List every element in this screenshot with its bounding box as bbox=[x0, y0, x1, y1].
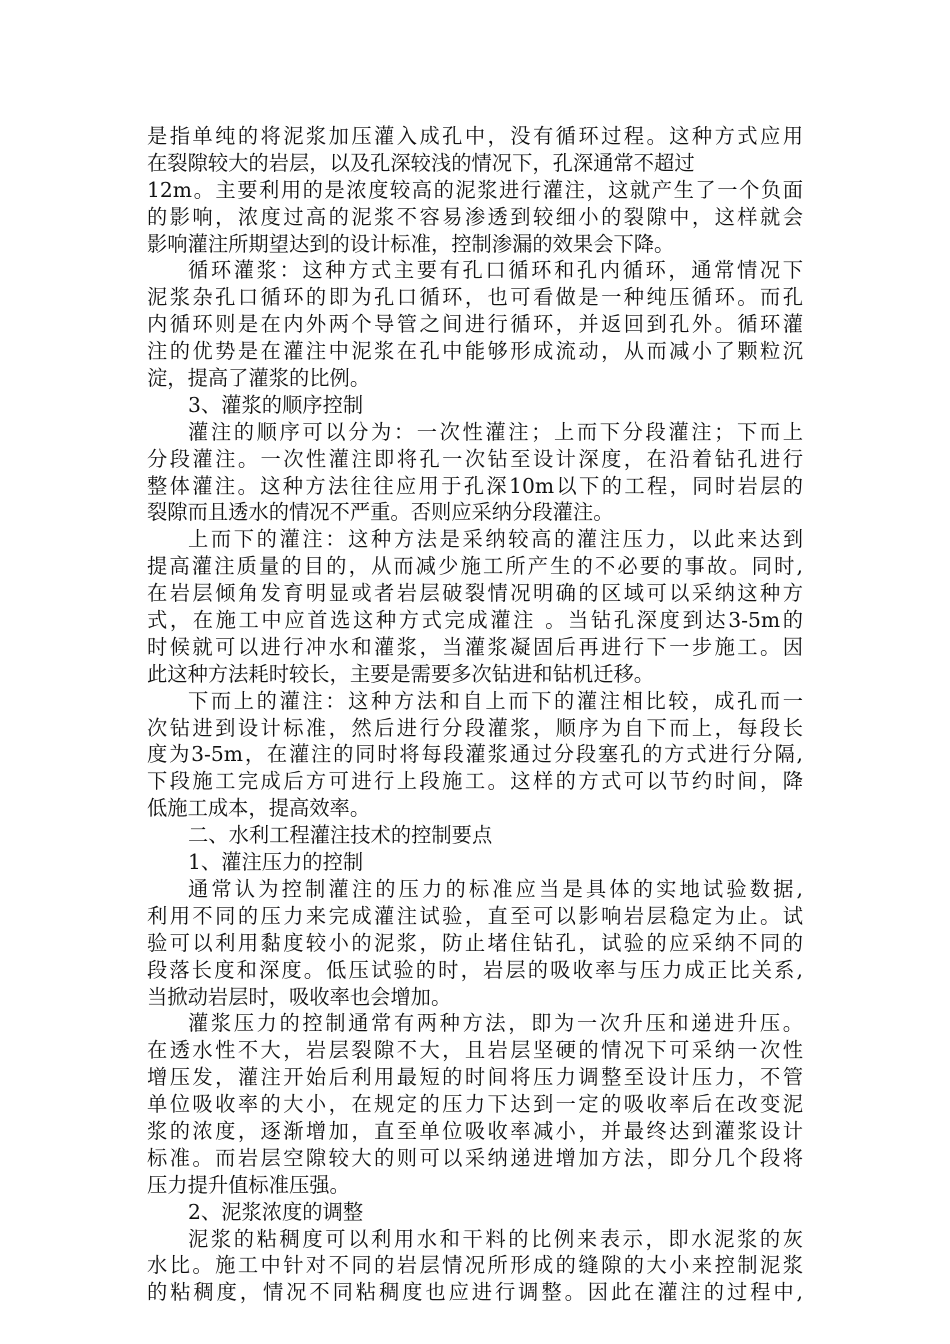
text-line: 淀，提高了灌浆的比例。 bbox=[147, 366, 371, 391]
text-line: 标准。而岩层空隙较大的则可以采纳递进增加方法，即分几个段将 bbox=[147, 1145, 803, 1170]
text-line: 泥浆杂孔口循环的即为孔口循环，也可看做是一种纯压循环。而孔 bbox=[147, 285, 803, 310]
text-line: 利用不同的压力来完成灌注试验，直至可以影响岩层稳定为止。试 bbox=[147, 903, 803, 928]
text-line: 灌浆压力的控制通常有两种方法，即为一次升压和递进升压。 bbox=[188, 1011, 803, 1036]
text-line: 单位吸收率的大小，在规定的压力下达到一定的吸收率后在改变泥 bbox=[147, 1092, 803, 1117]
text-line: 泥浆的粘稠度可以利用水和干料的比例来表示，即水泥浆的灰 bbox=[188, 1226, 803, 1251]
text-line: 循环灌浆：这种方式主要有孔口循环和孔内循环，通常情况下 bbox=[188, 258, 803, 283]
text-line: 2、泥浆浓度的调整 bbox=[188, 1199, 364, 1224]
text-line: 水比。施工中针对不同的岩层情况所形成的缝隙的大小来控制泥浆 bbox=[147, 1253, 803, 1278]
text-line: 整体灌注。这种方法往往应用于孔深10m以下的工程，同时岩层的 bbox=[147, 473, 803, 498]
text-line: 当掀动岩层时，吸收率也会增加。 bbox=[147, 984, 452, 1009]
text-line: 上而下的灌注：这种方法是采纳较高的灌注压力，以此来达到 bbox=[188, 527, 803, 552]
text-line: 提高灌注质量的目的，从而减少施工所产生的不必要的事故。同时, bbox=[147, 554, 803, 579]
text-line: 下而上的灌注：这种方法和自上而下的灌注相比较，成孔而一 bbox=[188, 688, 803, 713]
text-line: 注的优势是在灌注中泥浆在孔中能够形成流动，从而减小了颗粒沉 bbox=[147, 339, 803, 364]
text-line: 12m。主要利用的是浓度较高的泥浆进行灌注，这就产生了一个负面 bbox=[147, 177, 803, 202]
text-line: 的粘稠度，情况不同粘稠度也应进行调整。因此在灌注的过程中, bbox=[147, 1280, 803, 1305]
text-line: 在岩层倾角发育明显或者岩层破裂情况明确的区域可以采纳这种方 bbox=[147, 581, 803, 606]
text-line: 内循环则是在内外两个导管之间进行循环，并返回到孔外。循环灌 bbox=[147, 312, 803, 337]
text-line: 低施工成本，提高效率。 bbox=[147, 796, 371, 821]
text-line: 1、灌注压力的控制 bbox=[188, 850, 364, 875]
text-line: 通常认为控制灌注的压力的标准应当是具体的实地试验数据, bbox=[188, 876, 803, 901]
text-line: 段落长度和深度。低压试验的时，岩层的吸收率与压力成正比关系, bbox=[147, 957, 803, 982]
text-line: 浆的浓度，逐渐增加，直至单位吸收率减小，并最终达到灌浆设计 bbox=[147, 1118, 803, 1143]
text-line: 次钻进到设计标准，然后进行分段灌浆，顺序为自下而上，每段长 bbox=[147, 715, 803, 740]
text-line: 裂隙而且透水的情况不严重。否则应采纳分段灌注。 bbox=[147, 500, 614, 525]
text-line: 式，在施工中应首选这种方式完成灌注 。当钻孔深度到达3-5m的 bbox=[147, 608, 803, 633]
text-line: 影响灌注所期望达到的设计标准，控制渗漏的效果会下降。 bbox=[147, 231, 675, 256]
text-line: 3、灌浆的顺序控制 bbox=[188, 392, 364, 417]
document-body bbox=[147, 123, 803, 1306]
text-line: 二、水利工程灌注技术的控制要点 bbox=[188, 823, 493, 848]
text-line: 分段灌注。一次性灌注即将孔一次钻至设计深度，在沿着钻孔进行 bbox=[147, 446, 803, 471]
text-line: 验可以利用黏度较小的泥浆，防止堵住钻孔，试验的应采纳不同的 bbox=[147, 930, 803, 955]
text-line: 时候就可以进行冲水和灌浆，当灌浆凝固后再进行下一步施工。因 bbox=[147, 634, 803, 659]
text-line: 此这种方法耗时较长，主要是需要多次钻进和钻机迁移。 bbox=[147, 661, 655, 686]
text-line: 增压发，灌注开始后利用最短的时间将压力调整至设计压力，不管 bbox=[147, 1065, 803, 1090]
text-line: 在裂隙较大的岩层，以及孔深较浅的情况下，孔深通常不超过 bbox=[147, 150, 695, 175]
text-line: 度为3-5m，在灌注的同时将每段灌浆通过分段塞孔的方式进行分隔, bbox=[147, 742, 803, 767]
text-line: 是指单纯的将泥浆加压灌入成孔中，没有循环过程。这种方式应用 bbox=[147, 124, 803, 148]
text-line: 在透水性不大，岩层裂隙不大，且岩层坚硬的情况下可采纳一次性 bbox=[147, 1038, 803, 1063]
text-line: 下段施工完成后方可进行上段施工。这样的方式可以节约时间，降 bbox=[147, 769, 803, 794]
text-line: 灌注的顺序可以分为：一次性灌注；上而下分段灌注；下而上 bbox=[188, 419, 803, 444]
text-line: 的影响，浓度过高的泥浆不容易渗透到较细小的裂隙中，这样就会 bbox=[147, 204, 803, 229]
text-line: 压力提升值标准压强。 bbox=[147, 1172, 350, 1197]
